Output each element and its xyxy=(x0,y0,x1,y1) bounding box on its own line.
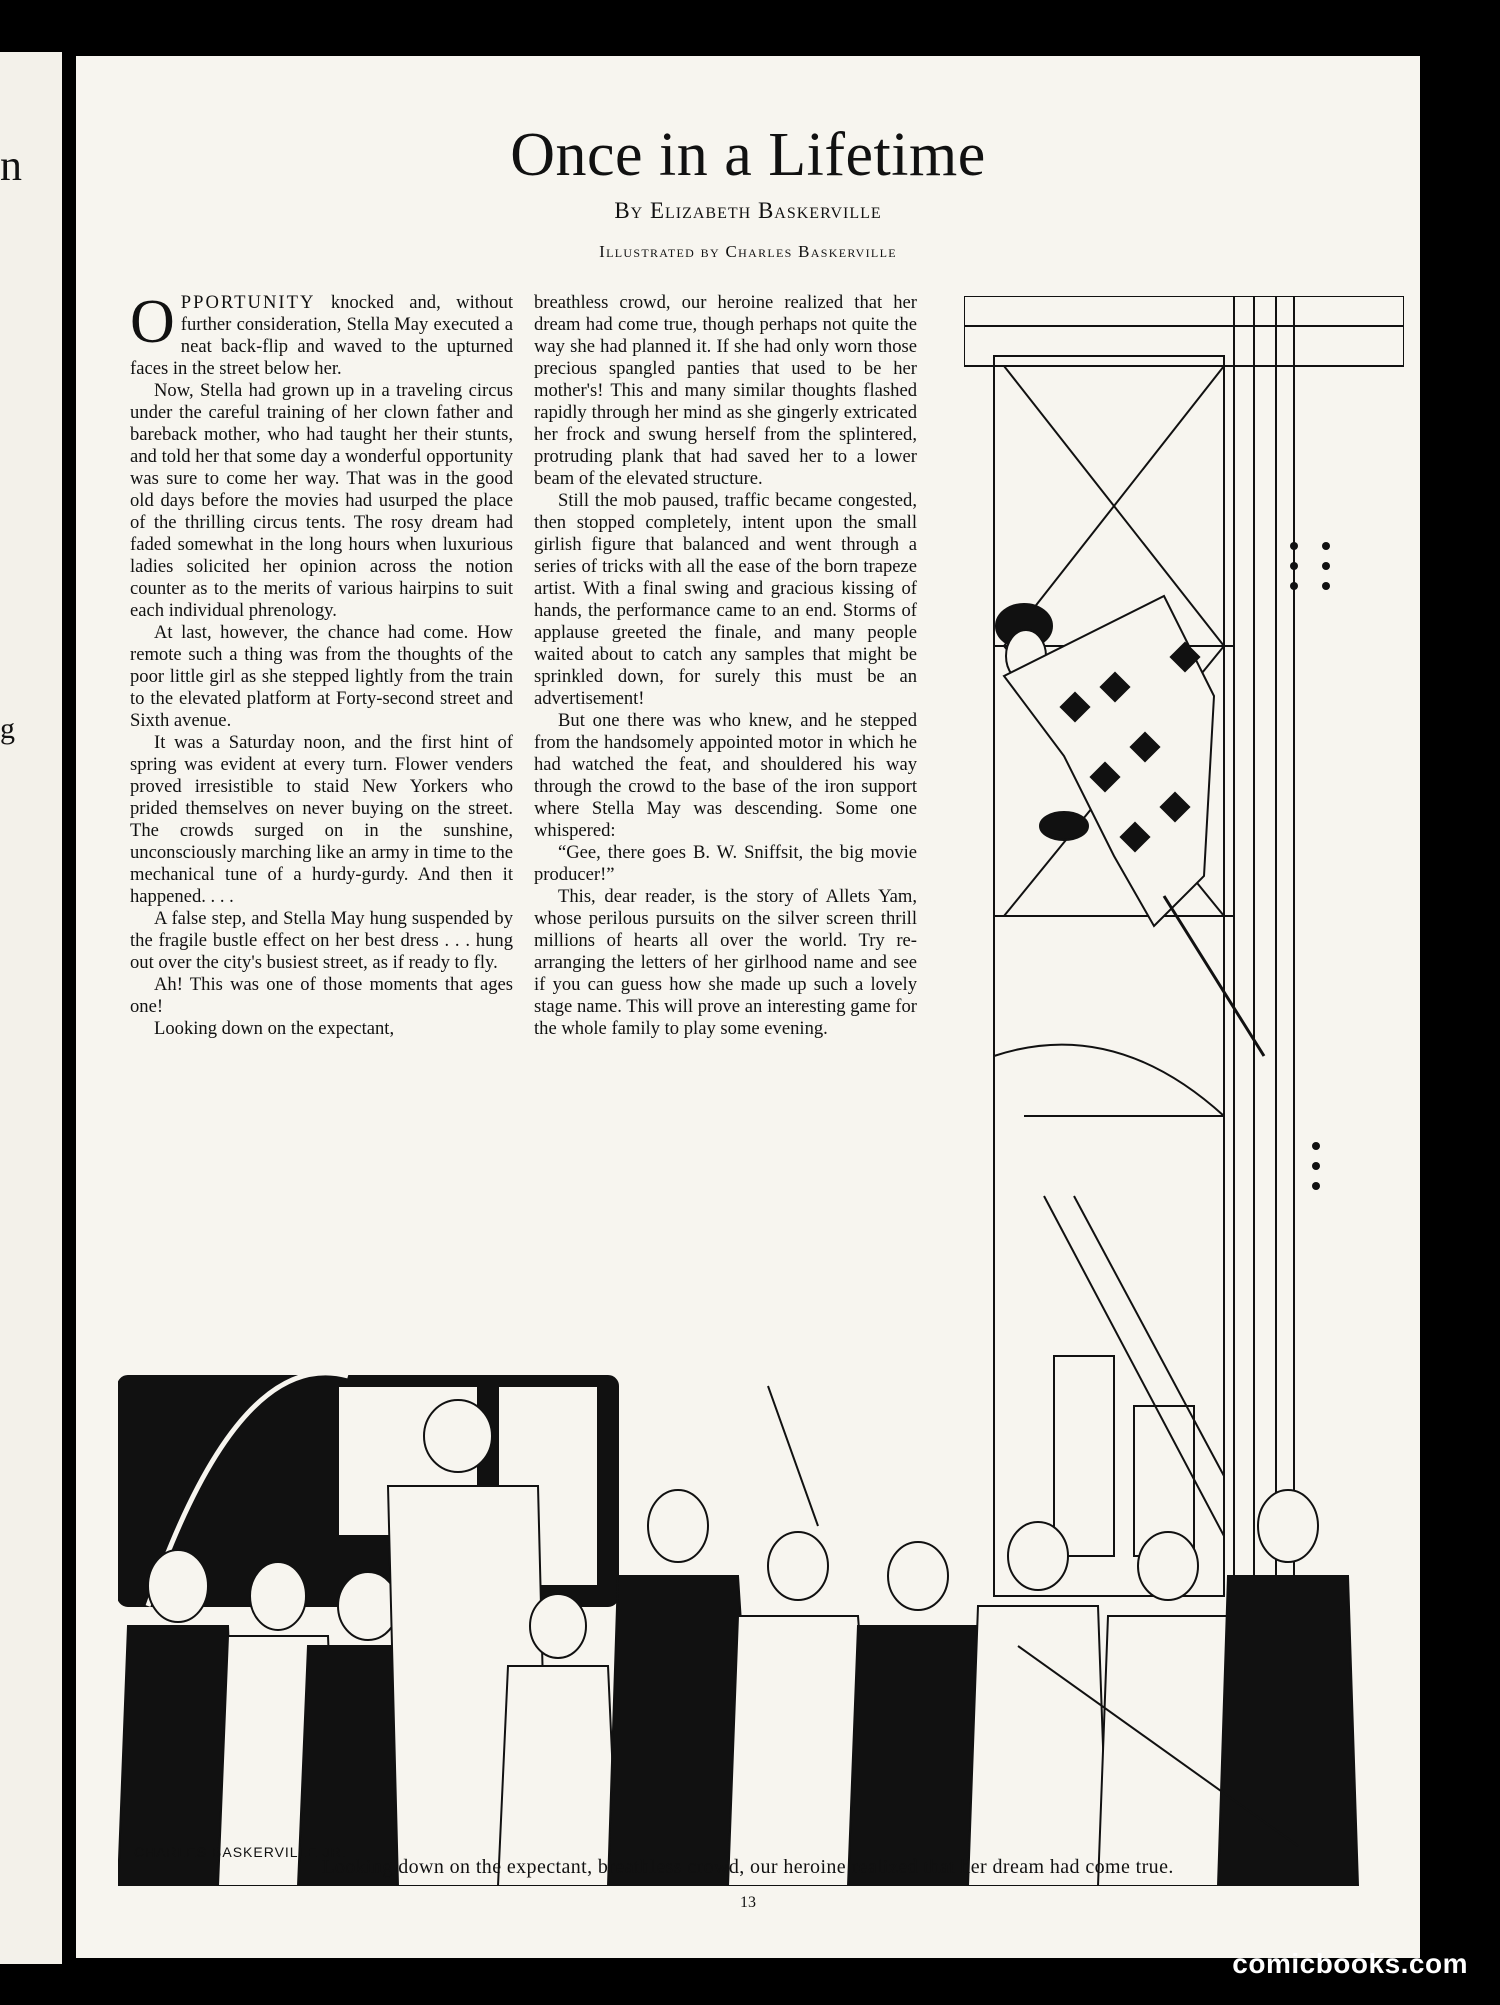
text-column-middle xyxy=(534,292,917,1040)
watermark: comicbooks.com xyxy=(1232,1948,1468,1979)
paragraph: At last, however, the chance had come. How remote such a thing was from the thoughts of the poor little girl as she stepped lightly from the train to the elevated platform at Forty-second street and Sixth avenue. xyxy=(130,622,513,731)
paragraph: But one there was who knew, and he stepped from the handsomely appointed motor in which he had watched the feat, and shouldered his way through the crowd to the base of the iron support where Stella May was descending. Some one whispered: xyxy=(534,710,917,841)
paragraph: A false step, and Stella May hung suspended by the fragile bustle effect on her best dress . . . hung out over the city's busiest street, as if ready to fly. xyxy=(130,908,513,973)
opening-paragraph xyxy=(130,288,513,380)
paragraph: Still the mob paused, traffic became congested, then stopped completely, intent upon the small girlish figure that balanced and went through a series of tricks with all the ease of the born trapeze artist. With a final swing and gracious kissing of hands, the performance came to an end. Storms of applause greeted the finale, and many people waited about to catch any samples that might be sprinkled down, for surely this must be an advertisement! xyxy=(534,490,917,709)
drop-cap: O xyxy=(130,288,175,356)
opening-text: knocked and, without further consideration, Stella May executed a neat back-flip and waved to the upturned faces in the street below her. xyxy=(130,292,513,379)
paragraph: Now, Stella had grown up in a traveling circus under the careful training of her clown father and bareback mother, who had taught her their stunts, and told her that some day a wonderful opportunity was sure to come her way. That was in the good old days before the movies had usurped the place of the thrilling circus tents. The rosy dream had faded somewhat in the long hours when luxurious ladies solicited her opinion across the notion counter as to the merits of various hairpins to suit each individual phrenology. xyxy=(130,380,513,621)
magazine-page xyxy=(76,56,1420,1958)
facing-page-edge xyxy=(0,52,62,1964)
quotation: “Gee, there goes B. W. Sniffsit, the big movie producer!” xyxy=(534,842,917,885)
page-number: 13 xyxy=(740,1894,756,1911)
paragraph: It was a Saturday noon, and the first hint of spring was evident at every turn. Flower venders proved irresistible to staid New Yorkers who prided themselves on never buying on the street. The crowds surged on in the sunshine, unconsciously marching like an army in time to the mechanical tune of a hurdy-gurdy. And then it happened. . . . xyxy=(130,732,513,907)
author-byline: By Elizabeth Baskerville xyxy=(614,198,882,223)
artist-signature: CHARLES BASKERVILLE JR. xyxy=(134,1844,347,1860)
illustrator-credit: Illustrated by Charles Baskerville xyxy=(599,242,897,261)
paragraph: This, dear reader, is the story of Allets Yam, whose perilous pursuits on the silver screen thrill millions of hearts all over the world. Try re-arranging the letters of her girlhood name and see if you can guess how she made up such a lovely stage name. This will prove an interesting game for the whole family to play some evening. xyxy=(534,886,917,1039)
story-title: Once in a Lifetime xyxy=(510,121,986,189)
lead-word: PPORTUNITY xyxy=(180,292,316,313)
text-column-left xyxy=(130,288,513,1040)
facing-page-letter: g xyxy=(0,712,15,745)
paragraph: Ah! This was one of those moments that ages one! xyxy=(130,974,513,1017)
paragraph: breathless crowd, our heroine realized that her dream had come true, though perhaps not quite the way she had planned it. If she had only worn those precious spangled panties that used to be her mother's! This and many similar thoughts flashed rapidly through her mind as she gingerly extricated her frock and swung herself from the splintered, protruding plank that had saved her to a lower beam of the elevated structure. xyxy=(534,292,917,489)
facing-page-letter: n xyxy=(0,141,22,190)
paragraph: Looking down on the expectant, xyxy=(154,1018,395,1039)
crowd-illustration xyxy=(118,1326,1376,1886)
illustration-caption: Looking down on the expectant, breathless crowd, our heroine realized that her dream had come true. xyxy=(322,1856,1174,1878)
